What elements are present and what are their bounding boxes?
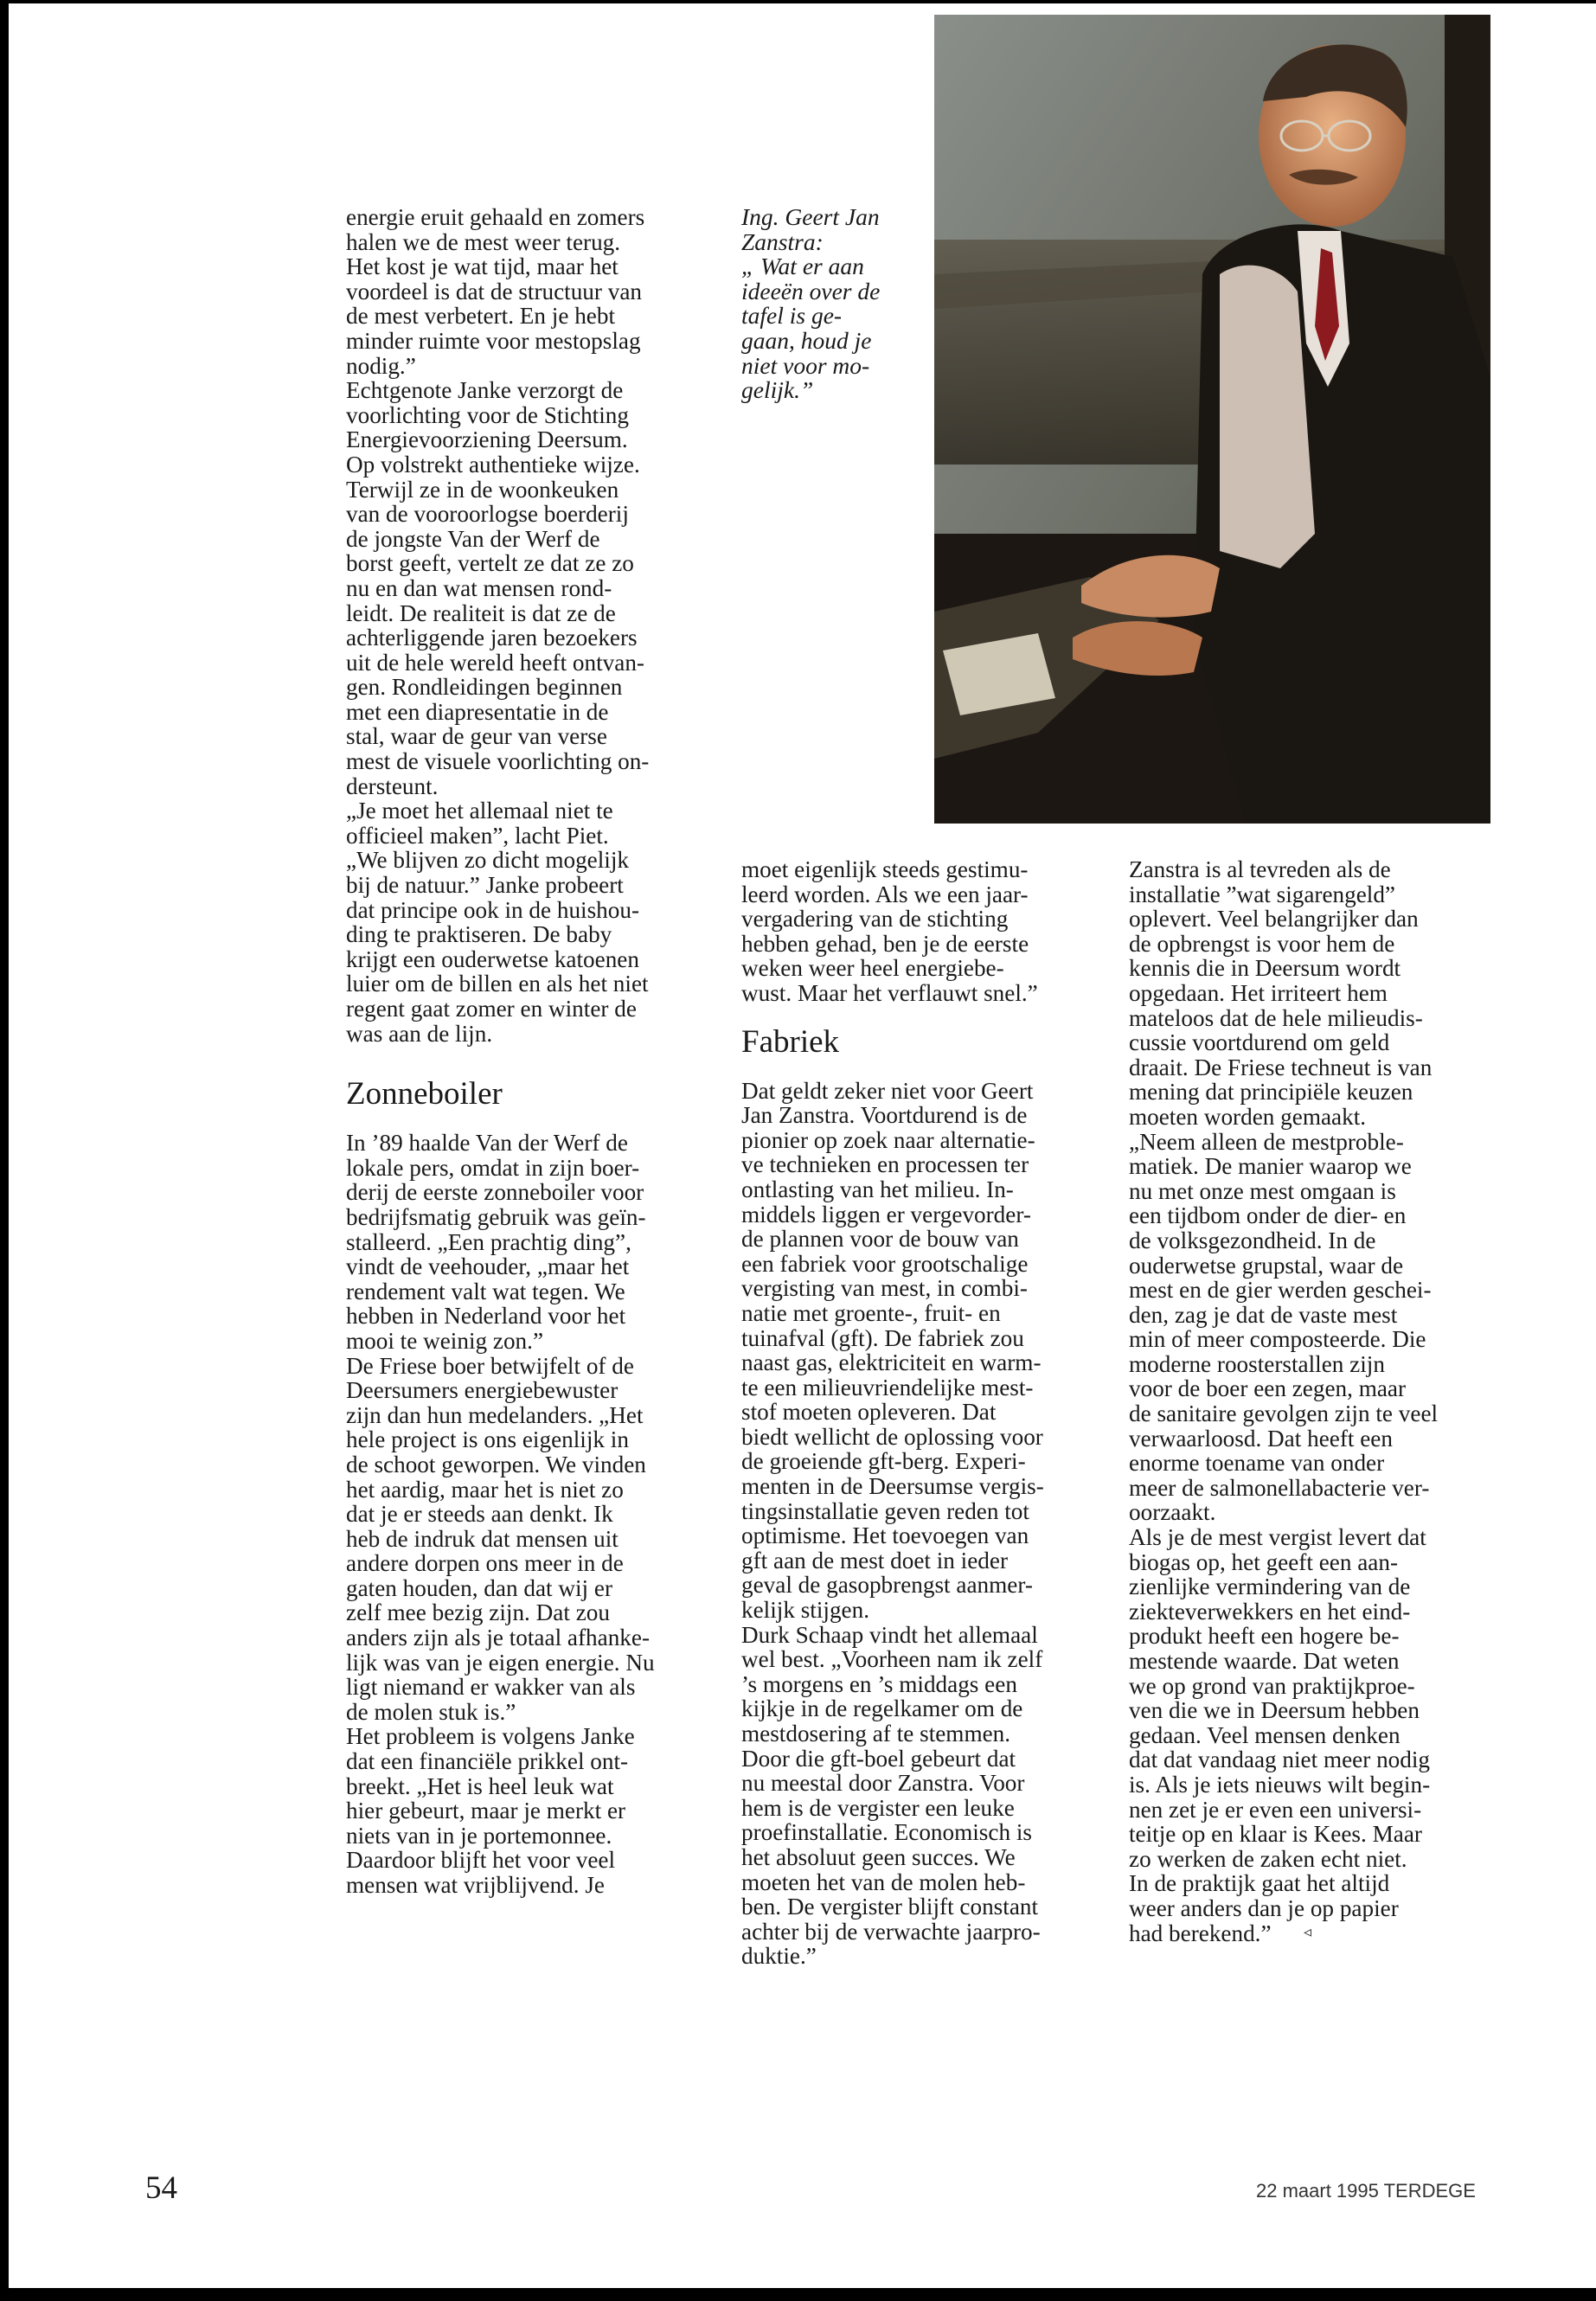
text-line: achterliggende jaren bezoekers <box>346 625 638 651</box>
text-line: stof moeten opleveren. Dat <box>741 1399 997 1426</box>
text-line: de volksgezondheid. In de <box>1129 1227 1376 1253</box>
text-line: dat dat vandaag niet meer nodig <box>1129 1747 1431 1773</box>
text-line: Op volstrekt authentieke wijze. <box>346 451 640 478</box>
text-line: mening dat principiële keuzen <box>1129 1079 1413 1106</box>
text-line: de opbrengst is voor hem de <box>1129 930 1395 957</box>
text-line: weer anders dan je op papier <box>1129 1894 1399 1921</box>
section-heading-fabriek: Fabriek <box>741 1023 840 1060</box>
text-line: regent gaat zomer en winter de <box>346 996 637 1022</box>
text-line: matiek. De manier waarop we <box>1129 1153 1412 1180</box>
text-line: In ’89 haalde Van der Werf de <box>346 1130 628 1157</box>
caption-line: Ing. Geert Jan <box>741 203 880 230</box>
text-line: de sanitaire gevolgen zijn te veel <box>1129 1400 1439 1427</box>
text-line: we op grond van praktijkproe- <box>1129 1672 1415 1699</box>
text-line: nu met onze mest omgaan is <box>1129 1177 1396 1204</box>
text-line: „Neem alleen de mestproble- <box>1129 1128 1404 1155</box>
text-line: moeten worden gemaakt. <box>1129 1103 1367 1130</box>
text-line: opgedaan. Het irriteert hem <box>1129 979 1388 1006</box>
text-line: mest en de gier werden geschei- <box>1129 1277 1432 1304</box>
text-line: zijn dan hun medelanders. „Het <box>346 1401 644 1428</box>
text-line: wust. Maar het verflauwt snel.” <box>741 979 1038 1006</box>
text-line: lijk was van je eigen energie. Nu <box>346 1649 655 1676</box>
text-line: stal, waar de geur van verse <box>346 723 607 750</box>
text-line: moeten het van de molen heb- <box>741 1868 1026 1895</box>
text-line: kelijk stijgen. <box>741 1597 870 1624</box>
text-line: hem is de vergister een leuke <box>741 1794 1015 1821</box>
text-line: oorzaakt. <box>1129 1499 1216 1526</box>
portrait-photo <box>934 15 1490 824</box>
caption-line: niet voor mo- <box>741 351 870 379</box>
col1b-text <box>346 1131 655 1897</box>
text-line: ve technieken en processen ter <box>741 1151 1029 1178</box>
text-line: bij de natuur.” Janke probeert <box>346 872 624 899</box>
text-line: cussie voortdurend om geld <box>1129 1029 1390 1056</box>
text-line: Zanstra is al tevreden als de <box>1129 856 1391 882</box>
text-line: Durk Schaap vindt het allemaal <box>741 1621 1038 1648</box>
caption-line: gaan, houd je <box>741 326 872 354</box>
text-line: wel best. „Voorheen nam ik zelf <box>741 1646 1043 1673</box>
text-line: min of meer composteerde. Die <box>1129 1326 1426 1353</box>
text-line: andere dorpen ons meer in de <box>346 1550 624 1577</box>
text-line: Terwijl ze in de woonkeuken <box>346 476 619 503</box>
text-line: ouderwetse grupstal, waar de <box>1129 1252 1404 1279</box>
caption-line: ideeën over de <box>741 277 881 304</box>
text-line: produkt heeft een hogere be- <box>1129 1623 1400 1650</box>
text-line: nu en dan wat mensen rond- <box>346 574 612 601</box>
photo-caption <box>741 205 880 403</box>
text-line: mooi te weinig zon.” <box>346 1327 544 1354</box>
text-line: dat principe ook in de huishou- <box>346 896 640 923</box>
text-line: De Friese boer betwijfelt of de <box>346 1352 634 1379</box>
caption-line: gelijk.” <box>741 376 814 404</box>
text-line: zienlijke vermindering van de <box>1129 1574 1411 1600</box>
text-line: Energievoorziening Deersum. <box>346 426 628 453</box>
text-line: stalleerd. „Een prachtig ding”, <box>346 1228 631 1255</box>
text-line: anders zijn als je totaal afhanke- <box>346 1625 651 1651</box>
text-line: optimisme. Het toevoegen van <box>741 1522 1029 1549</box>
text-line: officieel maken”, lacht Piet. <box>346 822 609 849</box>
text-line: een fabriek voor grootschalige <box>741 1250 1029 1277</box>
text-line: pionier op zoek naar alternatie- <box>741 1126 1035 1153</box>
text-line: krijgt een ouderwetse katoenen <box>346 945 639 972</box>
text-line: nen zet je er even een universi- <box>1129 1796 1422 1823</box>
text-line: ontlasting van het milieu. In- <box>741 1176 1014 1202</box>
text-line: gaten houden, dan dat wij er <box>346 1574 613 1601</box>
text-line: oplevert. Veel belangrijker dan <box>1129 906 1419 933</box>
text-line: duktie.” <box>741 1943 817 1970</box>
caption-line: Zanstra: <box>741 228 824 255</box>
text-line: draait. De Friese techneut is van <box>1129 1054 1433 1080</box>
text-line: de groeiende gft-berg. Experi- <box>741 1448 1026 1475</box>
text-line: „Je moet het allemaal niet te <box>346 798 613 824</box>
text-line: ben. De vergister blijft constant <box>741 1894 1039 1920</box>
col3-text <box>1129 857 1438 1945</box>
text-line: hier gebeurt, maar je merkt er <box>346 1798 626 1824</box>
end-of-article-mark: ◃ <box>1304 1923 1312 1940</box>
text-line: mateloos dat de hele milieudis- <box>1129 1004 1423 1031</box>
text-line: In de praktijk gaat het altijd <box>1129 1870 1390 1897</box>
text-line: voordeel is dat de structuur van <box>346 278 643 304</box>
text-line: leerd worden. Als we een jaar- <box>741 881 1029 907</box>
text-line: zelf mee bezig zijn. Dat zou <box>346 1599 610 1626</box>
page-frame-top <box>0 0 1596 3</box>
text-line: natie met groente-, fruit- en <box>741 1299 1001 1326</box>
col2b-text <box>741 1079 1044 1969</box>
text-line: bedrijfsmatig gebruik was geïn- <box>346 1203 646 1230</box>
text-line: Deersumers energiebewuster <box>346 1377 619 1404</box>
text-line: ’s morgens en ’s middags een <box>741 1670 1017 1697</box>
text-line: hebben gehad, ben je de eerste <box>741 930 1029 957</box>
text-line: dersteunt. <box>346 772 439 799</box>
text-line: te een milieuvriendelijke mest- <box>741 1374 1034 1400</box>
text-line: „We blijven zo dicht mogelijk <box>346 847 629 874</box>
text-line: heb de indruk dat mensen uit <box>346 1525 619 1552</box>
text-line: enorme toename van onder <box>1129 1450 1385 1477</box>
text-line: nodig.” <box>346 352 416 379</box>
footer-issue-date: 22 maart 1995 TERDEGE <box>1256 2180 1476 2202</box>
text-line: moet eigenlijk steeds gestimu- <box>741 856 1029 882</box>
text-line: Echtgenote Janke verzorgt de <box>346 377 624 404</box>
text-line: de molen stuk is.” <box>346 1698 516 1725</box>
text-line: teitje op en klaar is Kees. Maar <box>1129 1821 1422 1848</box>
text-line: gft aan de mest doet in ieder <box>741 1547 1009 1574</box>
text-line: menten in de Deersumse vergis- <box>741 1473 1044 1500</box>
text-line: halen we de mest weer terug. <box>346 228 621 255</box>
text-line: tuinafval (gft). De fabriek zou <box>741 1324 1024 1351</box>
text-line: zo werken de zaken echt niet. <box>1129 1845 1407 1872</box>
text-line: vergisting van mest, in combi- <box>741 1275 1028 1302</box>
text-line: derij de eerste zonneboiler voor <box>346 1179 644 1206</box>
page-frame-bottom <box>0 2288 1596 2301</box>
text-line: mestende waarde. Dat weten <box>1129 1648 1400 1674</box>
text-line: minder ruimte voor mestopslag <box>346 327 641 354</box>
text-line: gen. Rondleidingen beginnen <box>346 674 623 701</box>
text-line: het aardig, maar het is niet zo <box>346 1476 624 1503</box>
article-column-3 <box>1129 857 1438 1945</box>
col1-text <box>346 205 655 1046</box>
article-column-1 <box>346 205 655 1898</box>
text-line: rendement valt wat tegen. We <box>346 1278 625 1304</box>
text-line: is. Als je iets nieuws wilt begin- <box>1129 1771 1431 1798</box>
text-line: biogas op, het geeft een aan- <box>1129 1548 1399 1575</box>
text-line: tingsinstallatie geven reden tot <box>741 1497 1029 1524</box>
text-line: dat je er steeds aan denkt. Ik <box>346 1501 613 1528</box>
text-line: dat een financiële prikkel ont- <box>346 1748 629 1775</box>
text-line: biedt wellicht de oplossing voor <box>741 1423 1043 1450</box>
text-line: den, zag je dat de vaste mest <box>1129 1301 1398 1328</box>
text-line: kijkje in de regelkamer om de <box>741 1695 1023 1722</box>
text-line: naast gas, elektriciteit en warm- <box>741 1349 1042 1376</box>
text-line: niets van in je portemonnee. <box>346 1822 612 1849</box>
text-line: de plannen voor de bouw van <box>741 1226 1019 1253</box>
text-line: ligt niemand er wakker van als <box>346 1674 636 1701</box>
text-line: middels liggen er vergevorder- <box>741 1201 1031 1227</box>
text-line: uit de hele wereld heeft ontvan- <box>346 649 644 676</box>
text-line: de jongste Van der Werf de <box>346 525 600 552</box>
caption-text <box>741 205 880 403</box>
text-line: mest de visuele voorlichting on- <box>346 748 650 775</box>
text-line: weken weer heel energiebe- <box>741 955 1004 982</box>
text-line: geval de gasopbrengst aanmer- <box>741 1572 1033 1599</box>
caption-line: tafel is ge- <box>741 302 843 330</box>
text-line: meer de salmonellabacterie ver- <box>1129 1474 1430 1501</box>
text-line: borst geeft, vertelt ze dat ze zo <box>346 550 634 577</box>
text-line: hele project is ons eigenlijk in <box>346 1426 629 1453</box>
section-heading-zonneboiler: Zonneboiler <box>346 1076 503 1112</box>
text-line: Dat geldt zeker niet voor Geert <box>741 1077 1034 1104</box>
text-line: vergadering van de stichting <box>741 906 1009 933</box>
text-line: ven die we in Deersum hebben <box>1129 1697 1420 1724</box>
text-line: lokale pers, omdat in zijn boer- <box>346 1154 640 1181</box>
text-line: installatie ”wat sigarengeld” <box>1129 881 1395 907</box>
text-line: mestdosering af te stemmen. <box>741 1721 1011 1747</box>
text-line: met een diapresentatie in de <box>346 698 609 725</box>
text-line: nu meestal door Zanstra. Voor <box>741 1770 1025 1797</box>
text-line: verwaarloosd. Dat heeft een <box>1129 1425 1393 1452</box>
text-line: breekt. „Het is heel leuk wat <box>346 1772 614 1799</box>
text-line: achter bij de verwachte jaarpro- <box>741 1918 1041 1945</box>
text-line: Door die gft-boel gebeurt dat <box>741 1745 1016 1772</box>
text-line: de schoot geworpen. We vinden <box>346 1451 646 1477</box>
text-line: van de vooroorlogse boerderij <box>346 501 629 528</box>
text-line: Het kost je wat tijd, maar het <box>346 253 619 280</box>
text-line: Daardoor blijft het voor veel <box>346 1847 616 1874</box>
text-line: energie eruit gehaald en zomers <box>346 204 645 230</box>
portrait-photo-illustration <box>934 15 1490 824</box>
text-line: voor de boer een zegen, maar <box>1129 1375 1407 1402</box>
article-column-2 <box>741 857 1044 1969</box>
text-line: Als je de mest vergist levert dat <box>1129 1524 1426 1551</box>
text-line: hebben in Nederland voor het <box>346 1303 626 1330</box>
text-line: leidt. De realiteit is dat ze de <box>346 599 616 626</box>
text-line: ding te praktiseren. De baby <box>346 921 612 948</box>
text-line: gedaan. Veel mensen denken <box>1129 1721 1401 1748</box>
text-line: Het probleem is volgens Janke <box>346 1723 635 1750</box>
text-line: een tijdbom onder de dier- en <box>1129 1202 1407 1229</box>
page-frame-left <box>0 0 9 2301</box>
text-line: ziekteverwekkers en het eind- <box>1129 1598 1411 1625</box>
col2-text <box>741 857 1044 1006</box>
text-line: moderne roosterstallen zijn <box>1129 1350 1385 1377</box>
text-line: het absoluut geen succes. We <box>741 1843 1016 1870</box>
text-line: luier om de billen en als het niet <box>346 971 649 997</box>
text-line: voorlichting voor de Stichting <box>346 401 629 428</box>
caption-line: „ Wat er aan <box>741 253 864 280</box>
page-number: 54 <box>145 2170 177 2206</box>
text-line: mensen wat vrijblijvend. Je <box>346 1872 605 1898</box>
text-line: de mest verbetert. En je hebt <box>346 303 616 330</box>
text-line: proefinstallatie. Economisch is <box>741 1819 1032 1846</box>
text-line: Jan Zanstra. Voortdurend is de <box>741 1102 1028 1129</box>
text-line: had berekend.” <box>1129 1920 1272 1946</box>
text-line: kennis die in Deersum wordt <box>1129 955 1401 982</box>
text-line: vindt de veehouder, „maar het <box>346 1253 630 1280</box>
text-line: was aan de lijn. <box>346 1020 493 1047</box>
